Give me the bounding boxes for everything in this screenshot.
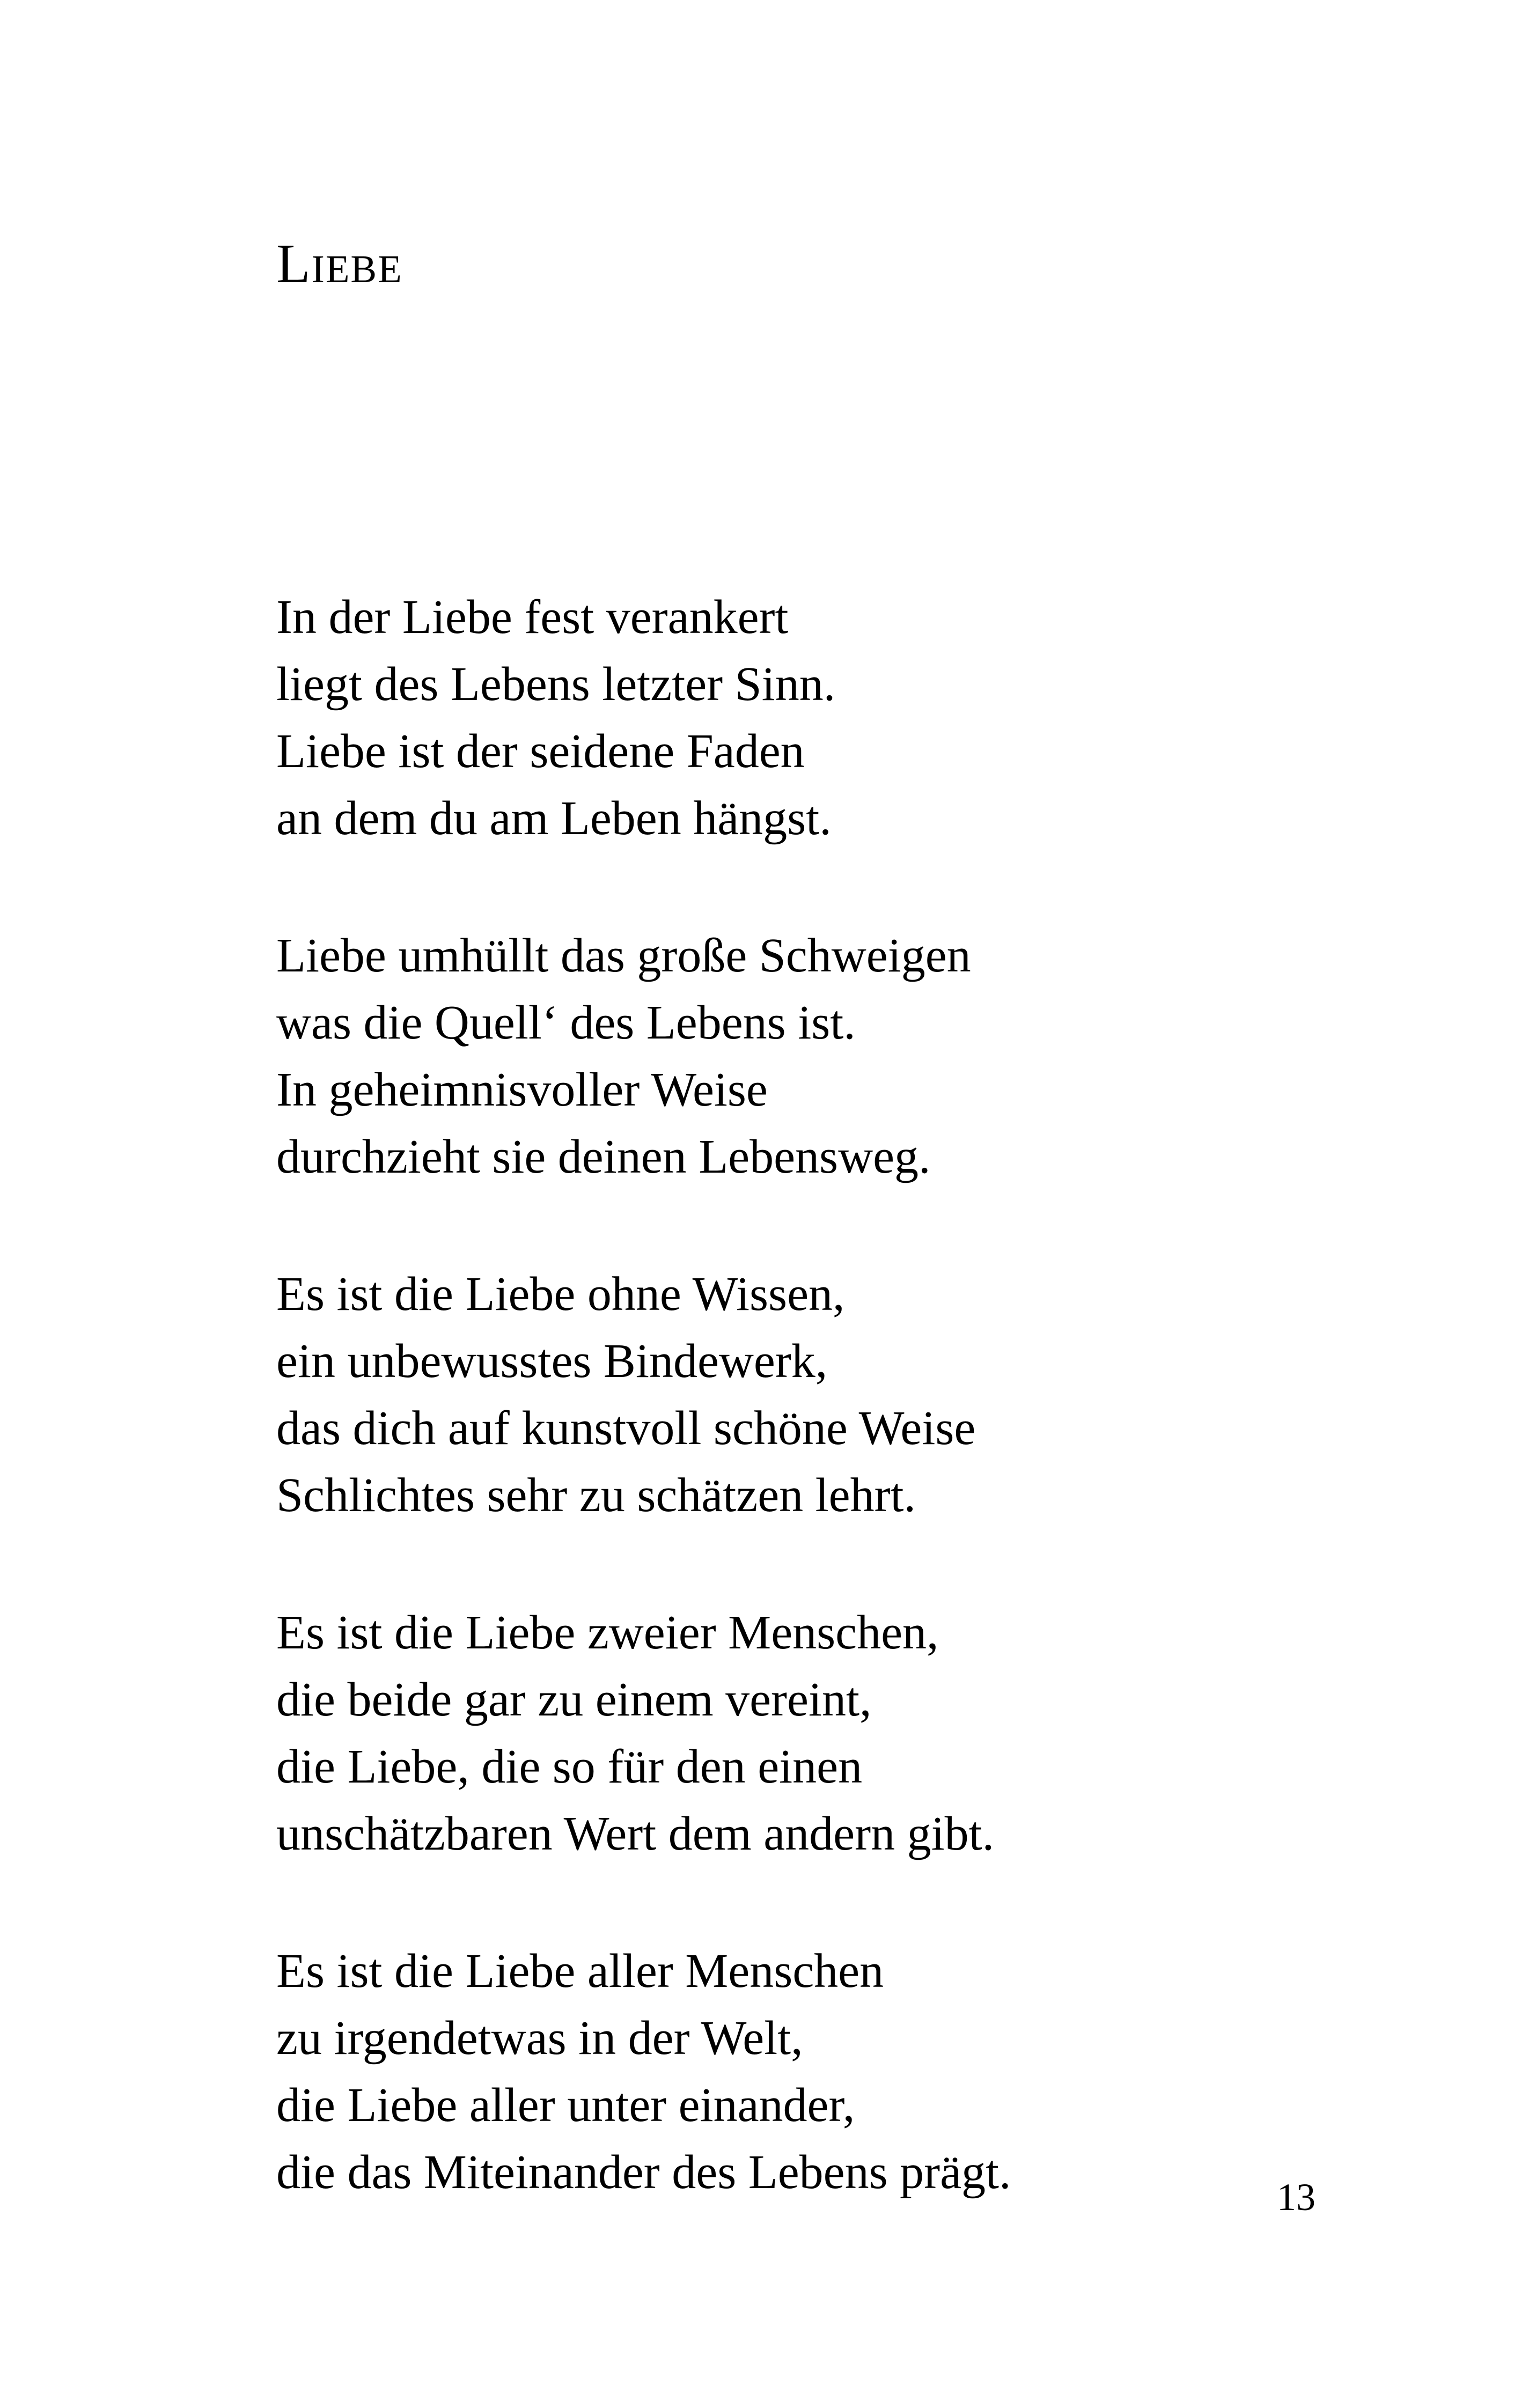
stanza-5 bbox=[276, 1938, 1403, 2206]
poem-line: liegt des Lebens letzter Sinn. bbox=[276, 658, 836, 711]
poem-body bbox=[276, 584, 1403, 2276]
poem-line: das dich auf kunstvoll schöne Weise bbox=[276, 1402, 976, 1455]
poem-line: die das Miteinander des Lebens prägt. bbox=[276, 2146, 1011, 2199]
poem-line: Liebe umhüllt das große Schweigen bbox=[276, 929, 971, 982]
poem-line: Es ist die Liebe aller Menschen bbox=[276, 1945, 884, 1998]
poem-title: Liebe bbox=[276, 233, 403, 294]
poem-line: In der Liebe fest verankert bbox=[276, 591, 789, 644]
poem-line: die beide gar zu einem vereint, bbox=[276, 1673, 872, 1726]
poem-line: Es ist die Liebe zweier Menschen, bbox=[276, 1606, 939, 1659]
poem-line: ein unbewusstes Bindewerk, bbox=[276, 1335, 828, 1388]
poem-line: an dem du am Leben hängst. bbox=[276, 792, 832, 845]
stanza-4 bbox=[276, 1599, 1403, 1867]
stanza-3 bbox=[276, 1261, 1403, 1529]
poem-line: unschätzbaren Wert dem andern gibt. bbox=[276, 1807, 995, 1860]
poem-line: Schlichtes sehr zu schätzen lehrt. bbox=[276, 1469, 916, 1522]
poem-line: was die Quell‘ des Lebens ist. bbox=[276, 996, 856, 1049]
poem-line: Liebe ist der seidene Faden bbox=[276, 725, 805, 778]
poem-line: zu irgendetwas in der Welt, bbox=[276, 2012, 803, 2065]
stanza-1 bbox=[276, 584, 1403, 852]
stanza-2 bbox=[276, 922, 1403, 1190]
poem-line: durchzieht sie deinen Lebensweg. bbox=[276, 1130, 931, 1183]
poem-line: In geheimnisvoller Weise bbox=[276, 1063, 768, 1116]
poem-line: Es ist die Liebe ohne Wissen, bbox=[276, 1268, 845, 1321]
page-number: 13 bbox=[1277, 2176, 1316, 2219]
poem-line: die Liebe, die so für den einen bbox=[276, 1740, 863, 1793]
poem-line: die Liebe aller unter einander, bbox=[276, 2079, 855, 2132]
